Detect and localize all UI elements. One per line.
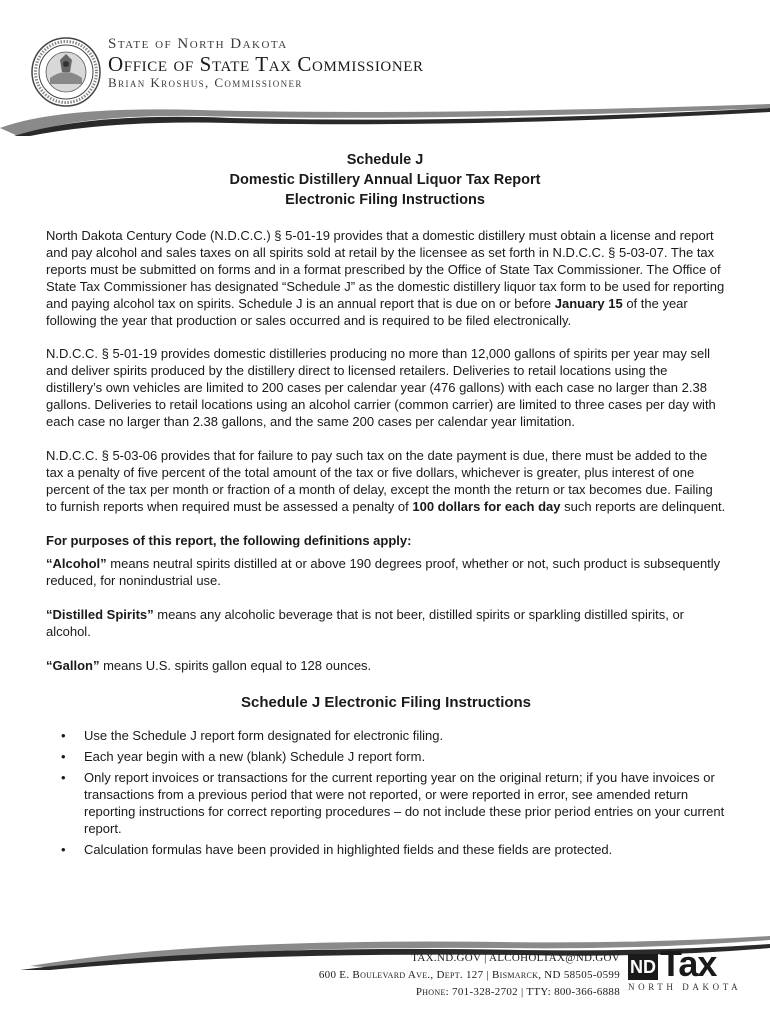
- instructions-list: [46, 727, 726, 858]
- title-report: Domestic Distillery Annual Liquor Tax Report: [229, 172, 541, 188]
- list-item: • Calculation formulas have been provided in highlighted fields and these fields are protected.: [61, 842, 613, 857]
- definition-alcohol: “Alcohol” means neutral spirits distilled at or above 190 degrees proof, whether or not, such product is subsequently reduced, for nonindustrial use.: [46, 556, 721, 588]
- title-instructions: Electronic Filing Instructions: [285, 192, 485, 208]
- footer-contact: [319, 950, 620, 1001]
- definition-gallon: “Gallon” means U.S. spirits gallon equal to 128 ounces.: [46, 658, 372, 673]
- header-office: Office of State Tax Commissioner: [108, 52, 424, 76]
- document-body: [46, 227, 726, 862]
- logo-subtitle: NORTH DAKOTA: [628, 982, 742, 992]
- header-swoosh: [0, 96, 770, 136]
- definition-distilled-spirits: “Distilled Spirits” means any alcoholic beverage that is not beer, distilled spirits or sparkling distilled spirits, or alcohol.: [46, 607, 685, 639]
- paragraph-penalty: N.D.C.C. § 5-03-06 provides that for failure to pay such tax on the date payment is due, there must be added to the tax a penalty of five percent of the total amount of the tax or five dollars, whichever is greater, plus interest of one percent of the tax per month or fraction of a month of delay, except the month the return or tax becomes due. Failing to furnish reports when required must be assessed a penalty of 100 dollars for each day such reports are delinquent.: [46, 448, 726, 514]
- paragraph-license: North Dakota Century Code (N.D.C.C.) § 5-01-19 provides that a domestic distillery must obtain a license and report and pay alcohol and sales taxes on all spirits sold at retail by the licensee as set forth in N.D.C.C. § 5-03-07. The tax reports must be submitted on forms and in a format prescribed by the Office of State Tax Commissioner. The Office of State Tax Commissioner has designated “Schedule J” as the domestic distillery liquor tax form to be used for reporting and paying alcohol tax on spirits. Schedule J is an annual report that is due on or before January 15 of the year following the year that production or sales occurred and is required to be filed electronically.: [46, 228, 725, 328]
- section-title: Schedule J Electronic Filing Instructions: [240, 694, 532, 711]
- due-date: January 15: [554, 296, 623, 311]
- logo-tax-word: Tax: [660, 943, 717, 984]
- penalty-amount: 100 dollars for each day: [412, 499, 561, 514]
- list-item: • Each year begin with a new (blank) Schedule J report form.: [61, 749, 426, 764]
- footer-phone: Phone: 701-328-2702 | TTY: 800-366-6888: [415, 986, 620, 998]
- header-state: State of North Dakota: [108, 36, 288, 52]
- header-commissioner: Brian Kroshus, Commissioner: [108, 75, 303, 90]
- logo-nd-mark: ND: [628, 954, 658, 980]
- nd-tax-logo: [628, 943, 742, 998]
- document-title-block: [0, 150, 770, 210]
- title-schedule: Schedule J: [346, 152, 424, 168]
- definitions-heading: For purposes of this report, the following definitions apply:: [46, 533, 412, 548]
- paragraph-deliveries: N.D.C.C. § 5-01-19 provides domestic distilleries producing no more than 12,000 gallons of spirits per year may sell and deliver spirits produced by the distillery direct to licensed retailers. Deliveries to retail locations using the distillery’s own vehicles are limited to 200 cases per calendar year (476 gallons) with each case no larger than 2.38 gallons. Deliveries to retail locations using an alcohol carrier (common carrier) are limited to three cases per day with each case no larger than 2.38 gallons, and the same 200 cases per calendar year limitation.: [46, 346, 716, 429]
- list-item: • Only report invoices or transactions for the current reporting year on the original return; if you have invoices or transactions from a previous period that were not reported, or were reported in error, see amended return reporting instructions for correct reporting procedures – do not include these prior period entries on your current report.: [61, 770, 725, 836]
- list-item: • Use the Schedule J report form designated for electronic filing.: [61, 728, 444, 743]
- footer-address: 600 E. Boulevard Ave., Dept. 127 | Bismarck, ND 58505-0599: [318, 969, 620, 981]
- footer-website-email: TAX.ND.GOV | ALCOHOLTAX@ND.GOV: [411, 952, 620, 964]
